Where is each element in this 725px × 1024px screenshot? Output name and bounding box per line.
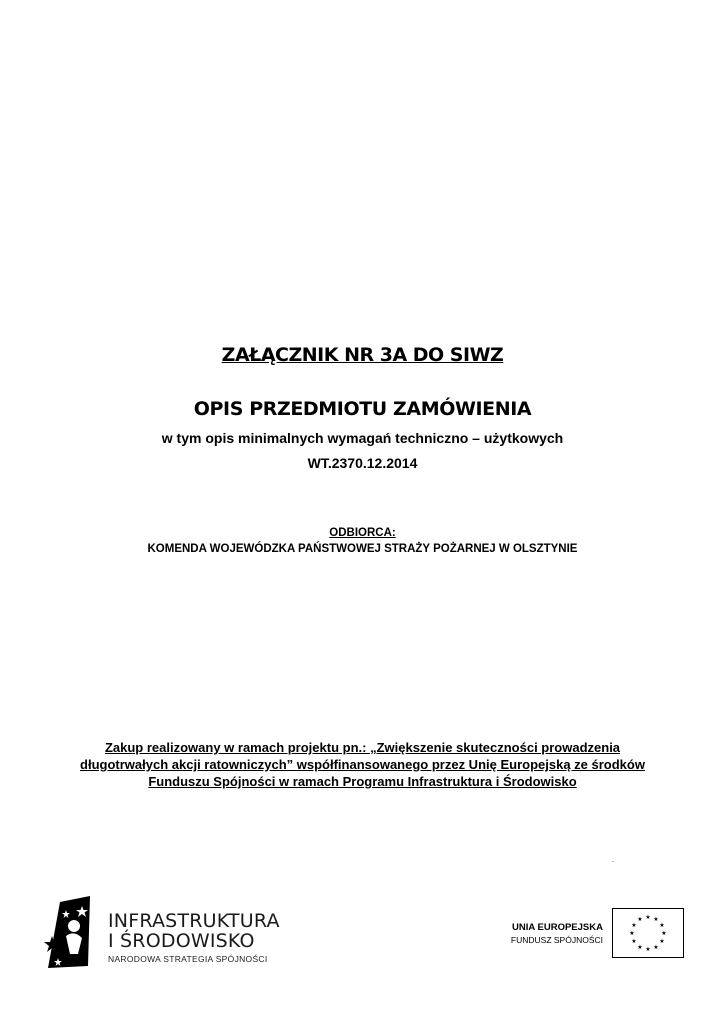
svg-text:★: ★	[637, 944, 643, 951]
subtitle: w tym opis minimalnych wymagań techniczno – użytkowych	[161, 430, 564, 446]
infrastruktura-logo	[42, 896, 302, 971]
logo-text-line3: NARODOWA STRATEGIA SPÓJNOŚCI	[108, 954, 268, 964]
svg-text:★: ★	[653, 944, 659, 951]
svg-text:★: ★	[637, 916, 643, 923]
svg-text:★: ★	[631, 938, 637, 945]
svg-text:★: ★	[659, 922, 665, 929]
svg-text:★: ★	[661, 930, 667, 937]
eu-title: UNIA EUROPEJSKA	[512, 922, 603, 933]
attachment-heading: ZAŁĄCZNIK NR 3A DO SIWZ	[221, 344, 504, 366]
eu-flag-icon	[612, 908, 684, 958]
eu-subtitle: FUNDUSZ SPÓJNOŚCI	[510, 935, 603, 945]
subject-heading: OPIS PRZEDMIOTU ZAMÓWIENIA	[193, 398, 532, 420]
recipient-name: KOMENDA WOJEWÓDZKA PAŃSTWOWEJ STRAŻY POŻARNEJ W OLSZTYNIE	[147, 543, 578, 555]
eu-logo	[505, 908, 685, 960]
svg-text:★: ★	[631, 922, 637, 929]
svg-text:★: ★	[629, 930, 635, 937]
svg-text:★: ★	[659, 938, 665, 945]
star-figure-logo-icon	[42, 896, 102, 971]
recipient-label: ODBIORCA:	[329, 527, 396, 539]
project-statement	[70, 739, 655, 790]
logo-text-line1: INFRASTRUKTURA	[108, 910, 280, 932]
svg-text:★: ★	[645, 914, 651, 921]
scan-artifact	[612, 861, 614, 862]
reference-number: WT.2370.12.2014	[307, 455, 418, 471]
logo-text-line2: I ŚRODOWISKO	[108, 930, 255, 952]
project-line: długotrwałych akcji ratowniczych” współfinansowanego przez Unię Europejską ze środków	[80, 757, 645, 772]
project-line: Zakup realizowany w ramach projektu pn.: „Zwiększenie skuteczności prowadzenia	[104, 740, 621, 755]
project-line: Funduszu Spójności w ramach Programu Infrastruktura i Środowisko	[148, 774, 577, 789]
svg-text:★: ★	[653, 916, 659, 923]
svg-text:★: ★	[645, 946, 651, 953]
